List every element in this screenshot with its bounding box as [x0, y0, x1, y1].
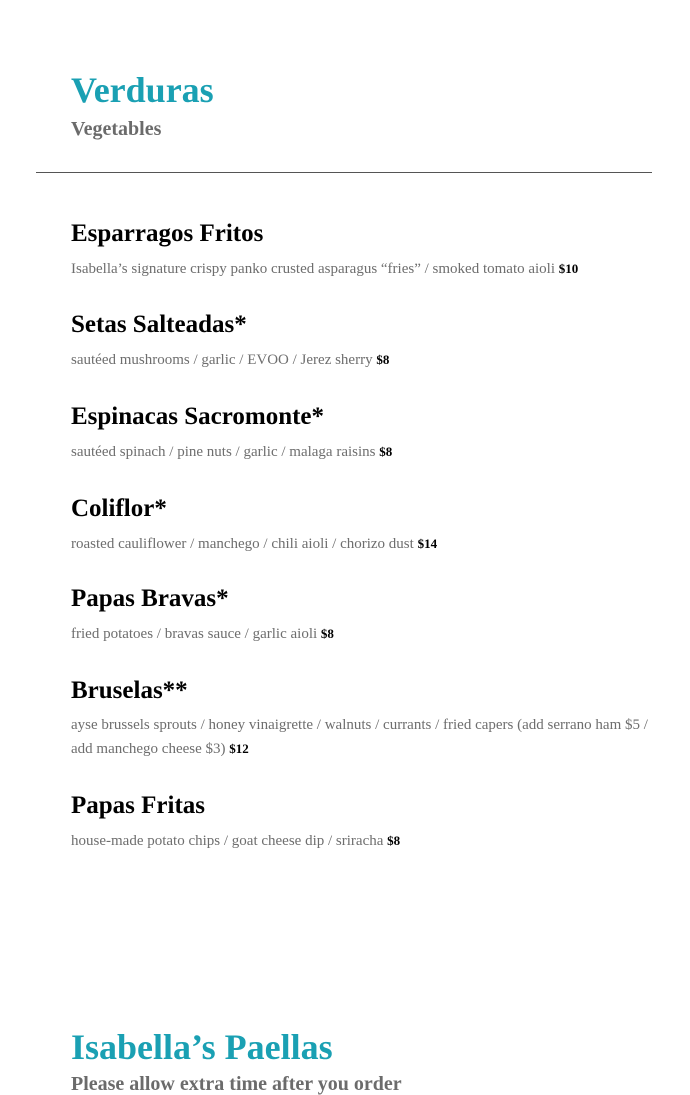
item-name: Bruselas**	[71, 677, 188, 704]
section-subtitle-clip	[0, 1073, 690, 1095]
item-price: $10	[558, 261, 579, 276]
menu-item	[71, 402, 651, 464]
item-description	[71, 622, 651, 646]
menu-item	[71, 584, 651, 646]
item-desc-text: roasted cauliflower / manchego / chili aioli / chorizo dust	[71, 536, 414, 552]
item-price: $8	[320, 626, 334, 641]
item-price: $8	[379, 444, 393, 459]
menu-item	[71, 791, 651, 853]
menu-item	[71, 494, 651, 556]
item-desc-text: fried potatoes / bravas sauce / garlic aioli	[71, 626, 318, 642]
item-name: Coliflor*	[71, 495, 167, 522]
menu-item	[71, 310, 651, 372]
section-title-vegetables: Verduras	[71, 70, 214, 110]
section-title-paellas: Isabella’s Paellas	[71, 1027, 333, 1067]
section-divider	[36, 172, 652, 173]
item-name: Papas Fritas	[71, 792, 206, 819]
item-desc-text: Isabella’s signature crispy panko crusted asparagus “fries” / smoked tomato aioli	[71, 261, 556, 277]
item-price: $8	[376, 352, 390, 367]
item-name: Esparragos Fritos	[71, 220, 264, 247]
item-desc-text: sautéed spinach / pine nuts / garlic / malaga raisins	[71, 444, 376, 460]
item-description	[71, 348, 651, 372]
item-name: Papas Bravas*	[71, 585, 229, 612]
item-desc-text: sautéed mushrooms / garlic / EVOO / Jerez sherry	[71, 352, 373, 368]
menu-item	[71, 219, 651, 281]
menu-item	[71, 676, 651, 761]
item-description	[71, 440, 651, 464]
item-price: $12	[229, 741, 249, 756]
section-subtitle-vegetables: Vegetables	[71, 118, 162, 140]
item-description	[71, 829, 651, 853]
item-price: $14	[417, 536, 438, 551]
item-price: $8	[387, 833, 401, 848]
item-desc-text: ayse brussels sprouts / honey vinaigrette / walnuts / currants / fried capers (add serrano ham $5 / add manchego cheese $3)	[71, 717, 648, 757]
item-description	[71, 532, 651, 556]
item-description	[71, 257, 651, 281]
item-desc-text: house-made potato chips / goat cheese dip / sriracha	[71, 833, 384, 849]
item-name: Setas Salteadas*	[71, 311, 247, 338]
item-name: Espinacas Sacromonte*	[71, 403, 325, 430]
item-description	[71, 714, 651, 761]
section-subtitle-paellas: Please allow extra time after you order	[71, 1073, 402, 1095]
